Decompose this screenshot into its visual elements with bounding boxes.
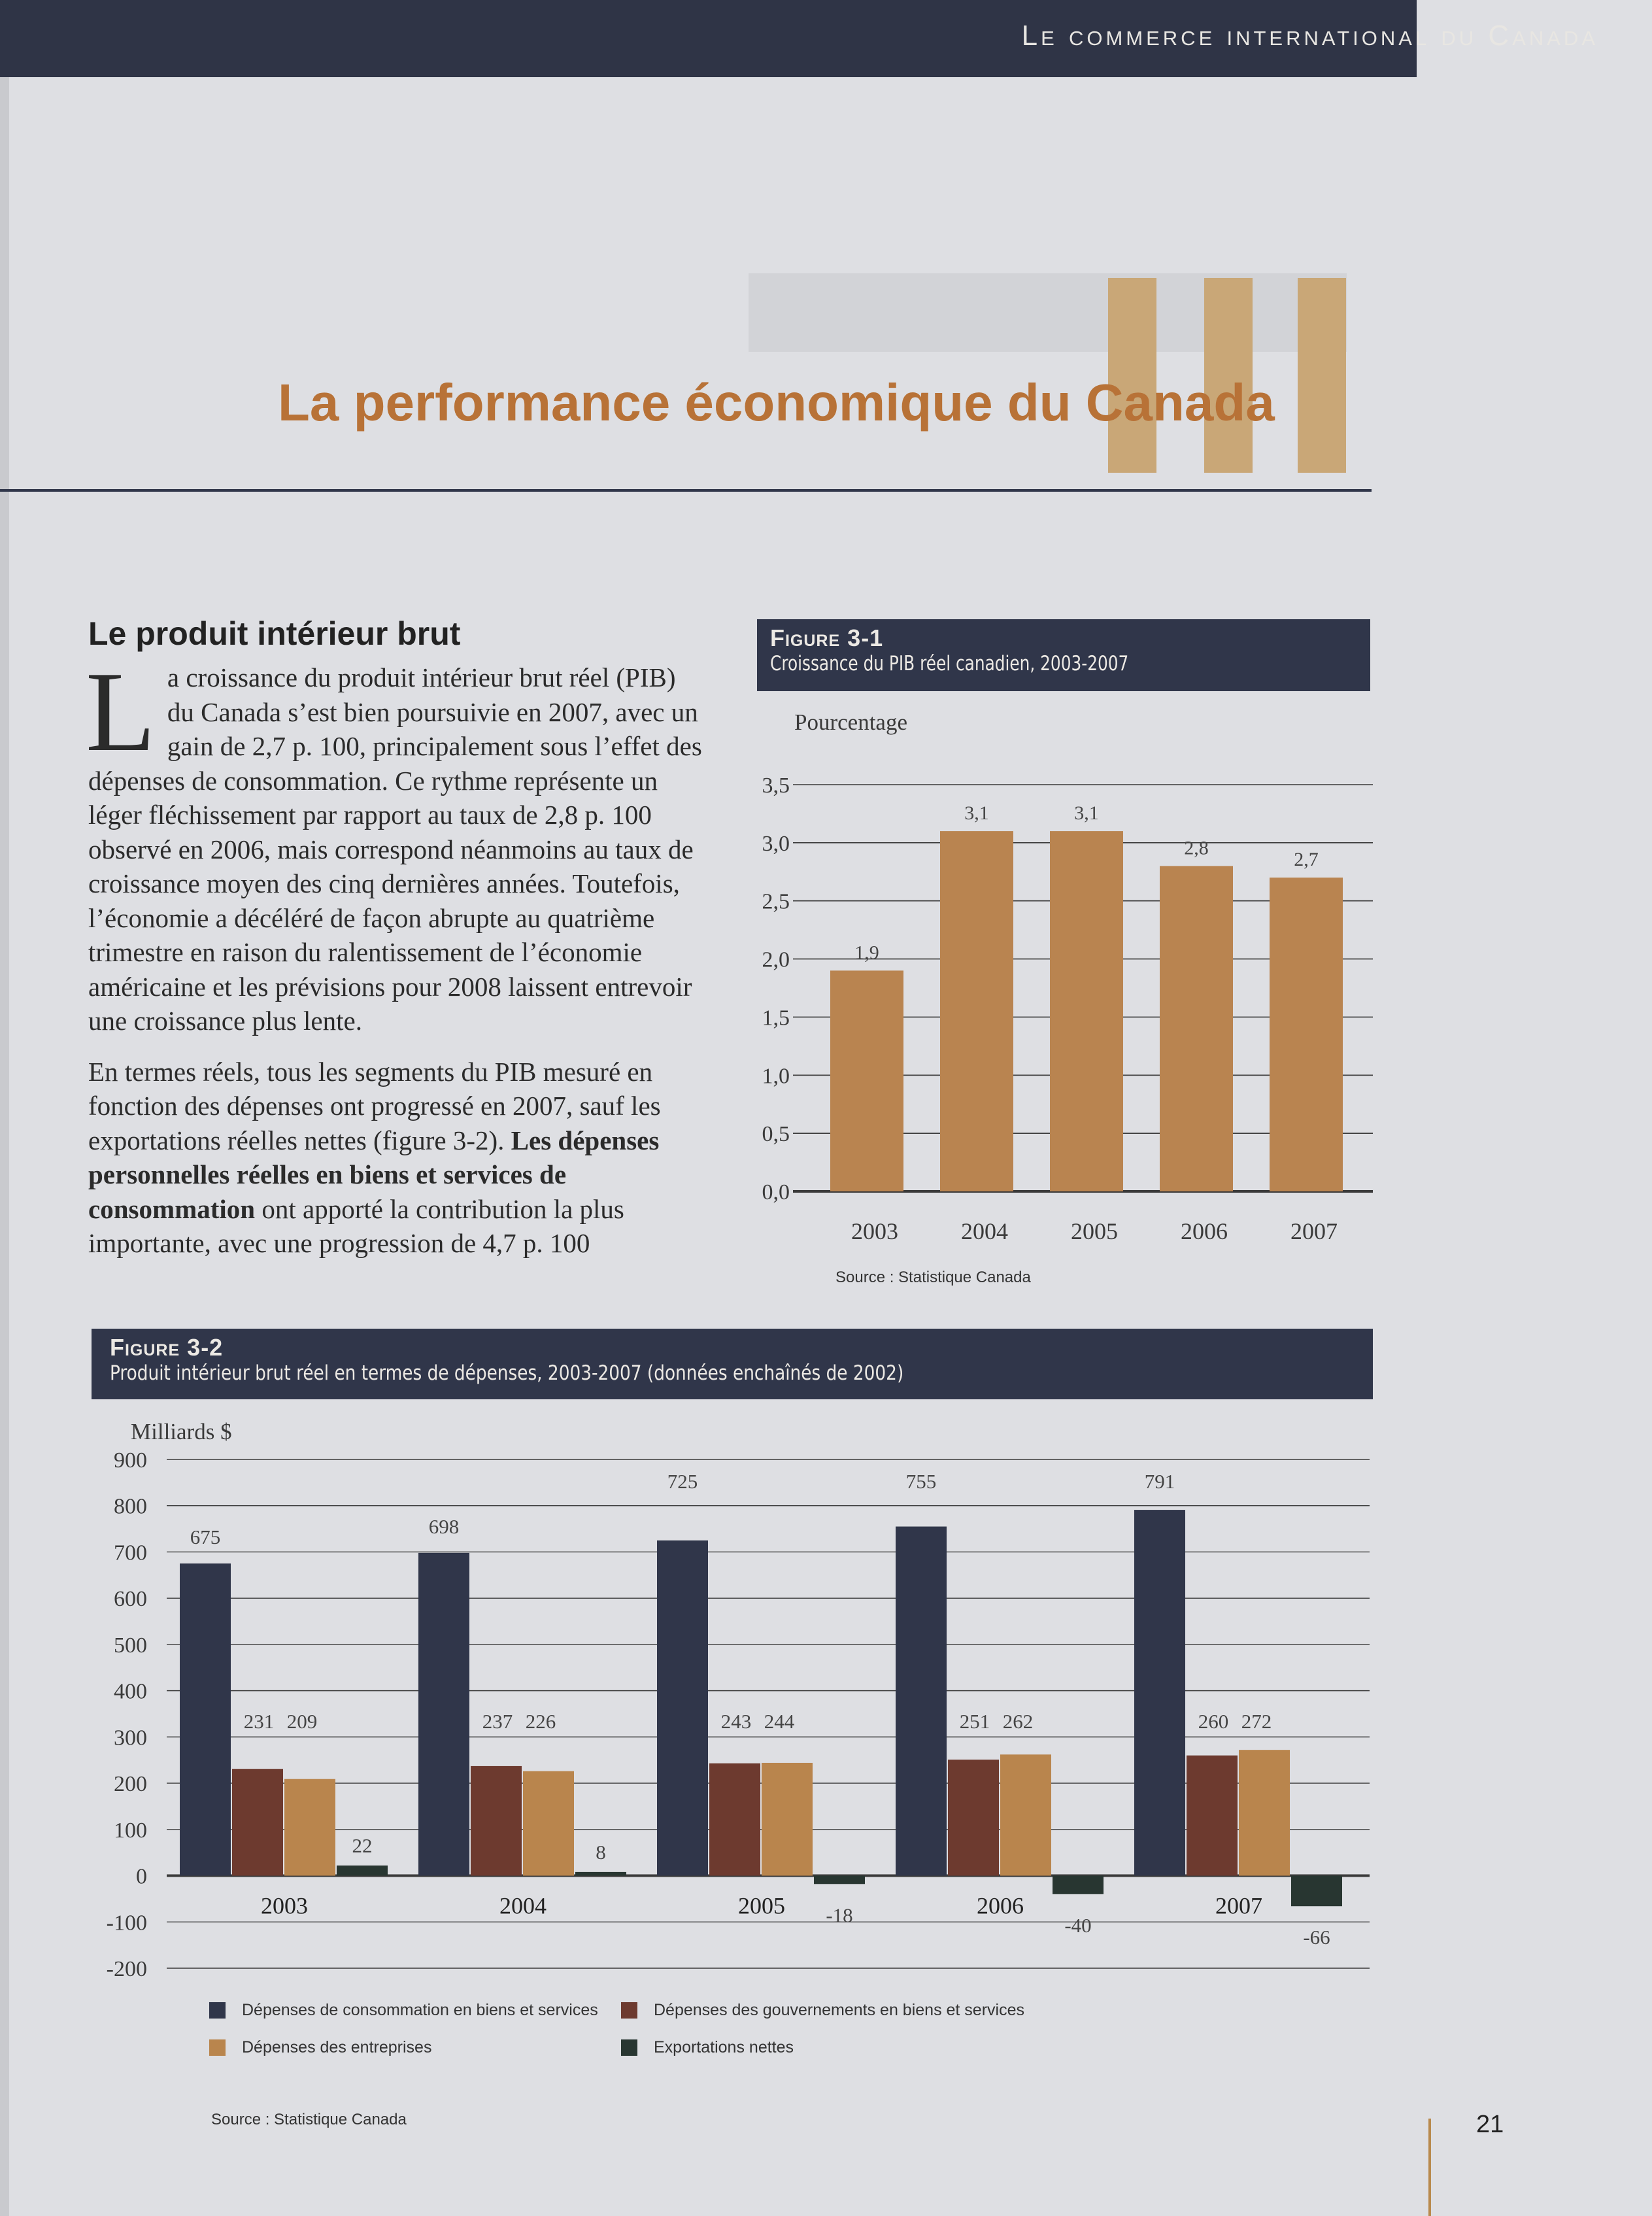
y-tick-label: 2,5 (762, 889, 790, 914)
bar (1270, 878, 1343, 1191)
body-text (86, 648, 703, 1261)
bar (1291, 1876, 1342, 1907)
y-tick-label: -100 (106, 1911, 147, 1935)
bar (1187, 1756, 1238, 1876)
data-label: -66 (1303, 1926, 1330, 1949)
x-tick-label: 2007 (1215, 1892, 1262, 1919)
bar (657, 1541, 708, 1876)
y-tick-label: 0 (136, 1864, 147, 1889)
y-tick-label: 900 (114, 1448, 147, 1473)
page-gutter (0, 77, 9, 2216)
x-tick-label: 2004 (961, 1218, 1008, 1244)
x-tick-label: 2003 (261, 1892, 308, 1919)
data-label: 755 (905, 1470, 937, 1493)
legend-swatch (621, 2039, 637, 2056)
bar (284, 1779, 335, 1876)
y-tick-label: 1,0 (762, 1064, 790, 1089)
data-label: 2,7 (1294, 849, 1319, 871)
figure1-unit-label: Pourcentage (794, 709, 907, 735)
figure1-chart (719, 759, 1386, 1262)
y-tick-label: 700 (114, 1541, 147, 1565)
figure2-label: Figure 3-2 (110, 1334, 224, 1361)
legend-swatch (209, 2002, 226, 2019)
legend-item (621, 2001, 1024, 2020)
data-label: 251 (959, 1710, 990, 1733)
bar (940, 831, 1013, 1191)
data-label: 260 (1198, 1710, 1229, 1733)
y-tick-label: 0,0 (762, 1180, 790, 1204)
bar (1160, 866, 1233, 1191)
bar (814, 1876, 865, 1884)
y-tick-label: 100 (114, 1818, 147, 1843)
figure2-unit-label: Milliards $ (131, 1419, 232, 1444)
figure2-chart (92, 1439, 1379, 1981)
x-tick-label: 2004 (499, 1892, 547, 1919)
legend-label: Dépenses des gouvernements en biens et services (654, 2001, 1024, 2019)
data-label: 2,8 (1184, 837, 1209, 859)
decorative-bar (1298, 278, 1346, 473)
data-label: -40 (1064, 1913, 1092, 1937)
legend-label: Dépenses de consommation en biens et services (242, 2001, 598, 2019)
data-label: 8 (596, 1840, 606, 1864)
y-tick-label: 3,5 (762, 774, 790, 798)
bar (762, 1763, 813, 1876)
y-tick-label: 0,5 (762, 1122, 790, 1147)
data-label: 226 (525, 1710, 556, 1733)
data-label: 791 (1144, 1470, 1175, 1493)
x-tick-label: 2006 (1181, 1218, 1228, 1244)
y-tick-label: 3,0 (762, 831, 790, 856)
data-label: 231 (243, 1710, 275, 1733)
y-tick-label: 300 (114, 1726, 147, 1750)
y-tick-label: 400 (114, 1679, 147, 1704)
legend-item (209, 2038, 431, 2057)
x-tick-label: 2005 (1071, 1218, 1118, 1244)
y-tick-label: -200 (106, 1957, 147, 1981)
bar (232, 1769, 283, 1875)
paragraph-2-end: ont apporté la contribution la plus importante, avec une progression de 4,7 p. 100 (88, 1193, 624, 1258)
data-label: 237 (482, 1710, 513, 1733)
bar (1053, 1876, 1104, 1894)
y-tick-label: 1,5 (762, 1006, 790, 1031)
bar (896, 1527, 947, 1876)
y-tick-label: 200 (114, 1772, 147, 1797)
decorative-box (749, 273, 1347, 352)
data-label: 1,9 (854, 942, 879, 964)
x-tick-label: 2003 (851, 1218, 898, 1244)
legend-label: Exportations nettes (654, 2038, 794, 2056)
paragraph-1 (86, 648, 703, 1038)
figure1-label: Figure 3-1 (770, 624, 884, 651)
x-tick-label: 2007 (1290, 1218, 1338, 1244)
paragraph-2 (88, 1055, 703, 1261)
y-tick-label: 600 (114, 1587, 147, 1612)
page-number-rule (1428, 2119, 1431, 2216)
bar (830, 970, 903, 1191)
data-label: 244 (764, 1710, 795, 1733)
bar (523, 1771, 574, 1876)
paragraph-1-text: a croissance du produit intérieur brut réel (PIB) du Canada s’est bien poursuivie en 2007, avec un gain de 2,7 p. 100, principalement sous l’effet des dépenses de consommation. Ce rythme représente un léger fléchissement par rapport au taux de 2,8 p. 100 observé en 2006, mais correspond néanmoins au taux de croissance moyen des cinq dernières années. Toutefois, l’économie a décéléré de façon abrupte au quatrième trimestre en raison du ralentissement de l’économie américaine et les prévisions pour 2008 laissent entrevoir une croissance plus lente. (88, 662, 702, 1036)
x-tick-label: 2006 (977, 1892, 1024, 1919)
bar (1134, 1510, 1185, 1875)
drop-cap: L (86, 648, 156, 775)
header-title: Le commerce international du Canada (1021, 20, 1598, 52)
chapter-title: La performance économique du Canada (278, 373, 1275, 432)
paragraph-2-bold: Les dépenses personnelles réelles en biens et services de consommation (88, 1125, 660, 1224)
bar (471, 1766, 522, 1876)
figure1-banner (757, 619, 1370, 691)
bar (180, 1563, 231, 1875)
bar (1239, 1750, 1290, 1875)
bar (1000, 1754, 1051, 1875)
data-label: 3,1 (964, 802, 989, 825)
data-label: 698 (428, 1514, 460, 1538)
legend-swatch (621, 2002, 637, 2019)
data-label: 209 (286, 1710, 318, 1733)
bar (337, 1866, 388, 1876)
bar (1050, 831, 1123, 1191)
data-label: 675 (190, 1526, 221, 1549)
legend-item (621, 2038, 794, 2057)
figure2-banner (92, 1329, 1373, 1399)
chapter-divider (0, 489, 1372, 492)
y-tick-label: 800 (114, 1494, 147, 1519)
x-tick-label: 2005 (738, 1892, 785, 1919)
page-number: 21 (1476, 2111, 1504, 2138)
bar (948, 1760, 999, 1876)
data-label: 262 (1002, 1710, 1034, 1733)
data-label: 3,1 (1074, 802, 1099, 825)
legend-label: Dépenses des entreprises (242, 2038, 432, 2056)
legend-swatch (209, 2039, 226, 2056)
data-label: 725 (667, 1470, 698, 1493)
figure2-subtitle: Produit intérieur brut réel en termes de dépenses, 2003-2007 (données enchaînés de 2002) (110, 1361, 904, 1385)
data-label: 272 (1241, 1710, 1272, 1733)
bar (418, 1553, 469, 1876)
data-label: 243 (720, 1710, 752, 1733)
bar (709, 1764, 760, 1876)
y-tick-label: 2,0 (762, 947, 790, 972)
figure1-source: Source : Statistique Canada (835, 1269, 1031, 1286)
y-tick-label: 500 (114, 1633, 147, 1658)
data-label: 22 (352, 1833, 373, 1857)
legend-item (209, 2001, 598, 2020)
section-heading: Le produit intérieur brut (88, 615, 461, 652)
paragraph-2-text: En termes réels, tous les segments du PIB mesuré en fonction des dépenses ont progressé en 2007, sauf les exportations réelles nettes (figure 3-2). (88, 1056, 661, 1155)
bar (575, 1872, 626, 1876)
figure1-subtitle: Croissance du PIB réel canadien, 2003-2007 (770, 652, 1129, 675)
figure2-source: Source : Statistique Canada (211, 2111, 407, 2128)
data-label: -18 (826, 1903, 853, 1927)
